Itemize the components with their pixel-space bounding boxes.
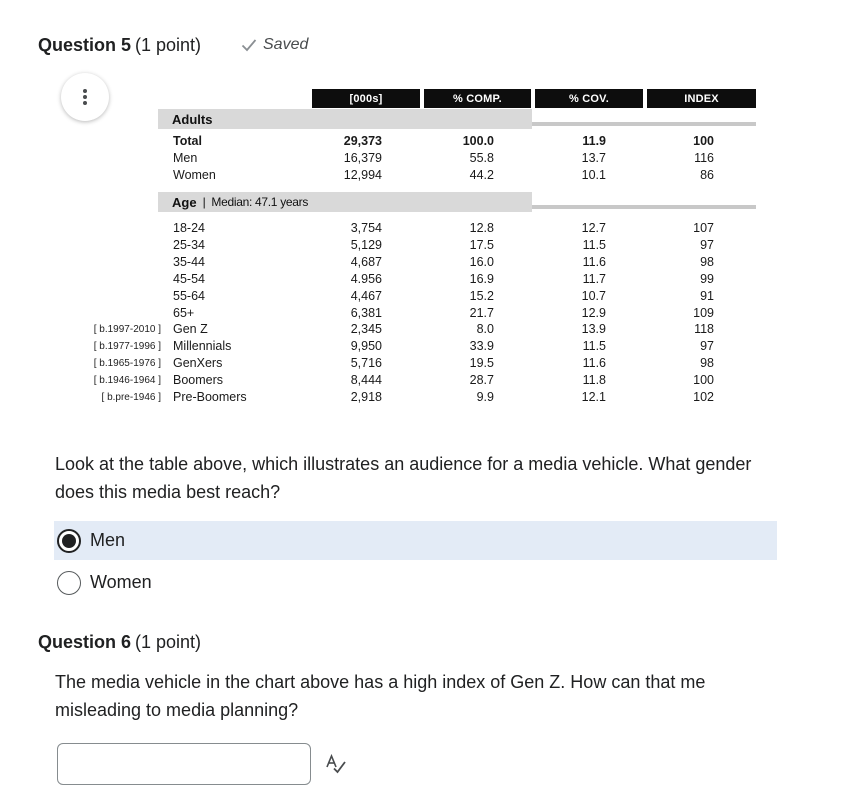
question-6-prompt: The media vehicle in the chart above has a high index of Gen Z. How can that me misleading to media planning? <box>55 672 706 720</box>
table-row <box>0 271 850 288</box>
row-label: Women <box>173 167 216 182</box>
value-cov: 10.7 <box>581 288 606 303</box>
value-cov: 11.5 <box>582 339 606 354</box>
value-000s: 5,716 <box>350 356 382 371</box>
section-divider <box>532 205 756 209</box>
value-000s: 3,754 <box>350 221 382 235</box>
value-comp: 15.2 <box>469 288 494 303</box>
table-row <box>0 220 850 237</box>
row-label: 65+ <box>173 305 195 320</box>
value-index: 100 <box>693 373 714 388</box>
row-label: 25-34 <box>173 237 205 252</box>
spellcheck-button[interactable] <box>325 754 347 779</box>
value-comp: 100.0 <box>462 134 494 148</box>
row-label: Total <box>173 134 202 148</box>
section-adults-label: Adults <box>172 111 213 127</box>
section-age <box>158 192 532 212</box>
value-cov: 11.7 <box>582 271 606 286</box>
value-comp: 8.0 <box>476 322 494 337</box>
section-age-label: Age <box>172 194 197 210</box>
question-points: (1 point) <box>135 632 202 652</box>
table-row <box>0 254 850 271</box>
value-comp: 44.2 <box>469 167 494 182</box>
birth-year-range: [ b.pre-1946 ] <box>101 392 161 403</box>
value-index: 107 <box>693 221 714 235</box>
value-index: 100 <box>693 134 714 148</box>
value-comp: 17.5 <box>469 237 494 252</box>
row-label: 55-64 <box>173 288 205 303</box>
value-comp: 55.8 <box>469 150 494 165</box>
birth-year-range: [ b.1965-1976 ] <box>93 358 161 370</box>
value-index: 98 <box>700 356 714 371</box>
value-comp: 12.8 <box>469 221 494 235</box>
table-row <box>0 338 850 355</box>
value-comp: 28.7 <box>469 373 494 388</box>
value-000s: 29,373 <box>343 134 382 148</box>
answer-input[interactable] <box>57 743 311 785</box>
row-label: 35-44 <box>173 254 205 269</box>
value-comp: 16.9 <box>469 271 494 286</box>
value-cov: 11.5 <box>582 237 606 252</box>
value-000s: 2,345 <box>350 322 382 337</box>
value-index: 97 <box>700 339 714 354</box>
row-label: Gen Z <box>173 322 208 337</box>
saved-label: Saved <box>263 36 309 53</box>
value-000s: 5,129 <box>350 237 382 252</box>
section-divider <box>532 122 756 126</box>
table-row <box>0 150 850 167</box>
section-age-median: Median: 47.1 years <box>211 195 309 209</box>
section-age-separator: | <box>202 195 206 209</box>
value-comp: 33.9 <box>469 339 494 354</box>
value-000s: 2,918 <box>350 390 382 404</box>
radio-selected-dot <box>62 534 76 548</box>
row-label: 18-24 <box>173 221 205 235</box>
value-index: 102 <box>693 390 714 404</box>
birth-year-range: [ b.1977-1996 ] <box>93 341 161 353</box>
row-label: Boomers <box>173 373 224 388</box>
question-points: (1 point) <box>135 35 202 55</box>
question-number: Question 5 <box>38 35 132 55</box>
value-cov: 10.1 <box>581 167 606 182</box>
question-6-heading <box>38 632 201 653</box>
table-row <box>0 355 850 372</box>
value-000s: 4,467 <box>350 288 382 303</box>
question-number: Question 6 <box>38 632 132 652</box>
value-index: 91 <box>700 288 714 303</box>
value-000s: 16,379 <box>343 150 382 165</box>
value-comp: 19.5 <box>469 356 494 371</box>
value-comp: 16.0 <box>469 254 494 269</box>
table-row <box>0 372 850 389</box>
value-index: 116 <box>694 150 714 165</box>
value-cov: 11.8 <box>582 373 606 388</box>
value-000s: 6,381 <box>350 305 382 320</box>
table-row <box>0 288 850 305</box>
value-cov: 12.1 <box>581 390 606 404</box>
row-label: 45-54 <box>173 271 205 286</box>
value-comp: 9.9 <box>476 390 494 404</box>
row-label: Millennials <box>173 339 232 354</box>
value-000s: 4,687 <box>350 254 382 269</box>
table-row <box>0 237 850 254</box>
value-000s: 9,950 <box>350 339 382 354</box>
value-index: 109 <box>693 305 714 320</box>
section-adults <box>158 109 532 129</box>
value-cov: 13.7 <box>581 150 606 165</box>
header-cov: % COV. <box>535 89 643 108</box>
value-000s: 8,444 <box>350 373 382 388</box>
question-5-prompt: Look at the table above, which illustrates an audience for a media vehicle. What gender does this media best reach? <box>55 454 752 502</box>
value-index: 98 <box>700 254 714 269</box>
value-index: 86 <box>700 167 714 182</box>
value-cov: 11.6 <box>582 356 606 371</box>
radio-women[interactable] <box>57 571 81 595</box>
row-label: Pre-Boomers <box>173 390 247 404</box>
table-row <box>0 167 850 184</box>
choice-men-label: Men <box>90 530 126 550</box>
choice-women-label: Women <box>90 572 152 592</box>
row-label: Men <box>173 150 198 165</box>
value-cov: 12.7 <box>581 221 606 235</box>
value-cov: 13.9 <box>581 322 606 337</box>
row-label: GenXers <box>173 356 223 371</box>
value-comp: 21.7 <box>469 305 494 320</box>
value-index: 118 <box>694 322 714 337</box>
spellcheck-icon <box>325 754 347 774</box>
header-comp: % COMP. <box>424 89 531 108</box>
value-cov: 11.9 <box>582 134 606 148</box>
birth-year-range: [ b.1997-2010 ] <box>93 324 161 336</box>
radio-men[interactable] <box>57 529 81 553</box>
value-cov: 11.6 <box>582 254 606 269</box>
value-cov: 12.9 <box>581 305 606 320</box>
header-index: INDEX <box>647 89 756 108</box>
table-row <box>0 305 850 322</box>
table-row <box>0 321 850 338</box>
value-index: 97 <box>700 237 714 252</box>
value-000s: 4.956 <box>350 271 382 286</box>
choice-women[interactable] <box>54 563 777 602</box>
value-000s: 12,994 <box>343 167 382 182</box>
value-index: 99 <box>700 271 714 286</box>
birth-year-range: [ b.1946-1964 ] <box>93 375 161 387</box>
table-row <box>0 389 850 406</box>
choice-men[interactable] <box>54 521 777 560</box>
header-000s: [000s] <box>312 89 420 108</box>
table-row <box>0 133 850 150</box>
